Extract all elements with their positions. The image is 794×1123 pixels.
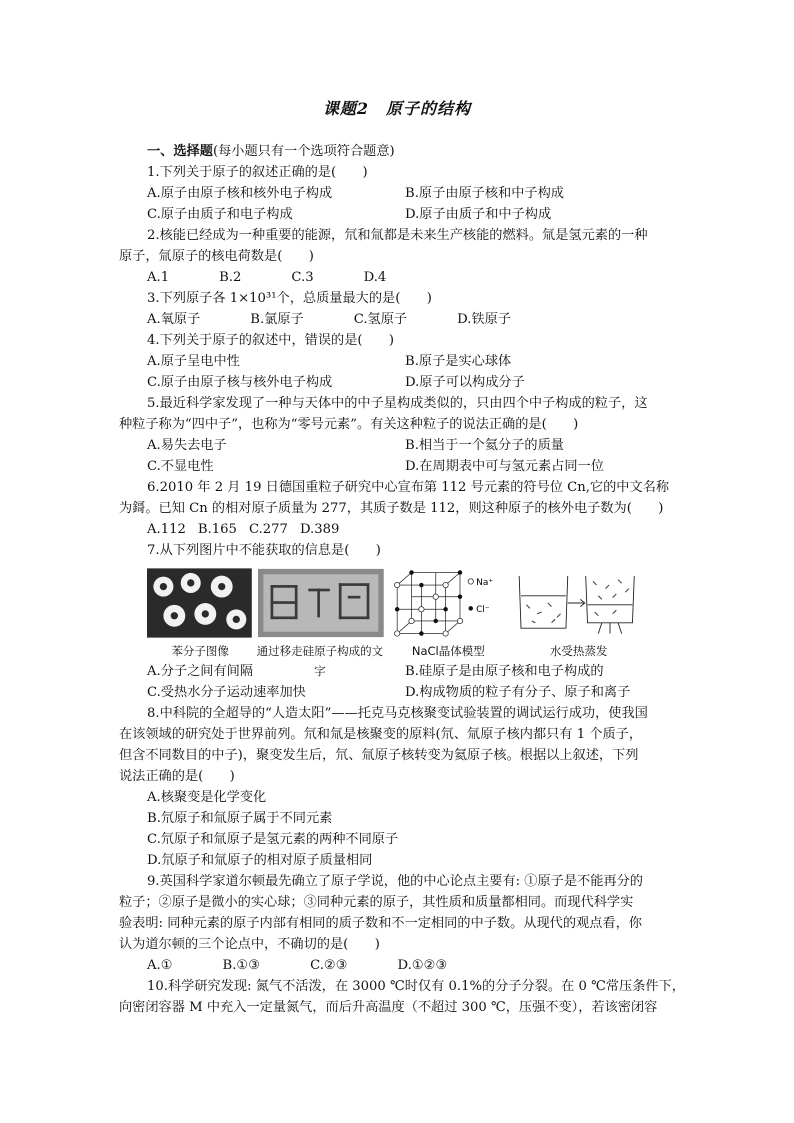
question-7-stem: 7.从下列图片中不能获取的信息是( ) xyxy=(147,543,381,558)
q6-option-c: C.277 xyxy=(248,522,288,537)
q3-option-d: D.铁原子 xyxy=(457,312,511,327)
q7-option-b: B.硅原子是由原子核和电子构成的 xyxy=(405,664,604,679)
question-4-stem: 4.下列关于原子的叙述中，错误的是( ) xyxy=(147,333,395,348)
q8-option-b: B.氘原子和氚原子属于不同元素 xyxy=(147,811,333,826)
question-5-options-row1 xyxy=(147,435,647,456)
q1-option-c: C.原子由质子和电子构成 xyxy=(147,207,293,222)
section-label: 一、选择题 xyxy=(147,144,213,159)
benzene-molecule-image xyxy=(147,565,252,641)
caption-silicon: 通过移走硅原子构成的文字 xyxy=(256,644,384,678)
q4-option-c: C.原子由原子核与核外电子构成 xyxy=(147,375,333,390)
question-3-options xyxy=(147,309,647,330)
cl-legend-icon xyxy=(468,606,472,610)
q5-option-c: C.不显电性 xyxy=(147,459,214,474)
question-4-options-row1 xyxy=(147,351,647,372)
question-8-stem-line4: 说法正确的是( ) xyxy=(119,769,235,784)
question-9-stem-line2: 粒子；②原子是微小的实心球；③同种元素的原子，其性质和质量都相同。而现代科学实 xyxy=(119,895,634,910)
question-2-options xyxy=(147,267,647,288)
question-5-stem-line2: 种粒子称为“四中子”，也称为“零号元素”。有关这种粒子的说法正确的是( ) xyxy=(119,417,579,432)
question-5-options-row2 xyxy=(147,456,647,477)
question-9-stem-line4: 认为道尔顿的三个论点中，不确切的是( ) xyxy=(119,937,380,952)
q5-option-d: D.在周期表中可与氢元素占同一位 xyxy=(405,459,604,474)
question-9-options xyxy=(147,955,647,976)
q3-option-b: B.氯原子 xyxy=(250,312,304,327)
q1-option-d: D.原子由质子和中子构成 xyxy=(405,207,552,222)
worksheet-page xyxy=(119,96,685,1018)
section-heading xyxy=(147,141,647,162)
question-1-stem: 1.下列关于原子的叙述正确的是( ) xyxy=(147,165,368,180)
q7-option-d: D.构成物质的粒子有分子、原子和离子 xyxy=(405,685,631,700)
caption-water: 水受热蒸发 xyxy=(549,644,608,658)
question-5-stem-line1: 5.最近科学家发现了一种与天体中的中子星构成类似的，只由四个中子构成的粒子，这 xyxy=(147,396,648,411)
question-8-stem-line3: 但含不同数目的中子)，聚变发生后，氘、氚原子核转变为氦原子核。根据以上叙述，下列 xyxy=(119,748,639,763)
q8-option-d: D.氘原子和氚原子的相对原子质量相同 xyxy=(147,853,373,868)
na-legend-label: Na⁺ xyxy=(475,578,493,589)
q6-option-b: B.165 xyxy=(197,522,237,537)
nacl-crystal-model xyxy=(390,565,507,641)
q3-option-a: A.氧原子 xyxy=(147,312,201,327)
question-2-stem-line2: 原子，氚原子的核电荷数是( ) xyxy=(119,249,314,264)
q7-option-c: C.受热水分子运动速率加快 xyxy=(147,685,306,700)
q2-option-d: D.4 xyxy=(363,270,387,285)
q8-option-c: C.氘原子和氚原子是氢元素的两种不同原子 xyxy=(147,832,399,847)
question-6-stem-line1: 6.2010 年 2 月 19 日德国重粒子研究中心宣布第 112 号元素的符号位 Cn,它的中文名称 xyxy=(147,480,670,495)
q2-option-c: C.3 xyxy=(291,270,314,285)
question-6-stem-line2: 为鎶。已知 Cn 的相对原子质量为 277，其质子数是 112，则这种原子的核外电子数为( ) xyxy=(119,501,664,516)
question-7-options-row1 xyxy=(147,661,647,682)
question-4-options-row2 xyxy=(147,372,647,393)
page-title: 课题2 原子的结构 xyxy=(322,99,472,118)
q2-option-a: A.1 xyxy=(147,270,170,285)
q8-option-a: A.核聚变是化学变化 xyxy=(147,790,267,805)
question-7-figures xyxy=(147,565,647,641)
caption-benzene: 苯分子图像 xyxy=(171,644,229,658)
q6-option-d: D.389 xyxy=(299,522,340,537)
question-10-stem-line1: 10.科学研究发现: 氮气不活泼，在 3000 ℃时仅有 0.1%的分子分裂。在 0 ℃常压条件下， xyxy=(147,979,685,994)
question-1-options-row2 xyxy=(147,204,647,225)
q9-option-a: A.① xyxy=(147,958,173,973)
silicon-atoms-text-image xyxy=(258,565,384,641)
caption-nacl: NaCl晶体模型 xyxy=(411,644,485,658)
water-evaporation-image xyxy=(512,565,647,641)
q2-option-b: B.2 xyxy=(219,270,242,285)
q3-option-c: C.氢原子 xyxy=(353,312,408,327)
question-9-stem-line1: 9.英国科学家道尔顿最先确立了原子学说，他的中心论点主要有: ①原子是不能再分的 xyxy=(147,874,643,889)
q1-option-b: B.原子由原子核和中子构成 xyxy=(405,186,564,201)
q4-option-a: A.原子呈电中性 xyxy=(147,354,240,369)
q9-option-c: C.②③ xyxy=(310,958,348,973)
question-3-stem: 3.下列原子各 1×10³¹个，总质量最大的是( ) xyxy=(147,291,432,306)
q5-option-b: B.相当于一个氦分子的质量 xyxy=(405,438,564,453)
cl-legend-label: Cl⁻ xyxy=(475,604,490,615)
section-note: (每小题只有一个选项符合题意) xyxy=(212,144,395,159)
question-8-stem-line2: 在该领域的研究处于世界前列。氘和氚是核聚变的原料(氘、氚原子核内都只有 1 个质子， xyxy=(119,727,643,742)
question-10-stem-line2: 向密闭容器 M 中充入一定量氮气，而后升高温度（不超过 300 ℃，压强不变），若该密闭容 xyxy=(119,1000,658,1015)
q9-option-d: D.①②③ xyxy=(397,958,448,973)
question-7-options-row2 xyxy=(147,682,647,703)
q4-option-d: D.原子可以构成分子 xyxy=(405,375,525,390)
q1-option-a: A.原子由原子核和核外电子构成 xyxy=(147,186,333,201)
question-2-stem-line1: 2.核能已经成为一种重要的能源，氘和氚都是未来生产核能的燃料。氚是氢元素的一种 xyxy=(147,228,648,243)
question-9-stem-line3: 验表明: 同种元素的原子内部有相同的质子数和不一定相同的中子数。从现代的观点看，你 xyxy=(119,916,642,931)
q9-option-b: B.①③ xyxy=(222,958,261,973)
q6-option-a: A.112 xyxy=(147,522,186,537)
q4-option-b: B.原子是实心球体 xyxy=(405,354,512,369)
question-8-stem-line1: 8.中科院的全超导的“人造太阳”——托克马克核聚变试验装置的调试运行成功，使我国 xyxy=(147,706,648,721)
q5-option-a: A.易失去电子 xyxy=(147,438,227,453)
na-legend-icon xyxy=(468,579,473,584)
question-6-options xyxy=(147,519,647,540)
q7-option-a: A.分子之间有间隔 xyxy=(147,664,254,679)
question-1-options-row1 xyxy=(147,183,647,204)
